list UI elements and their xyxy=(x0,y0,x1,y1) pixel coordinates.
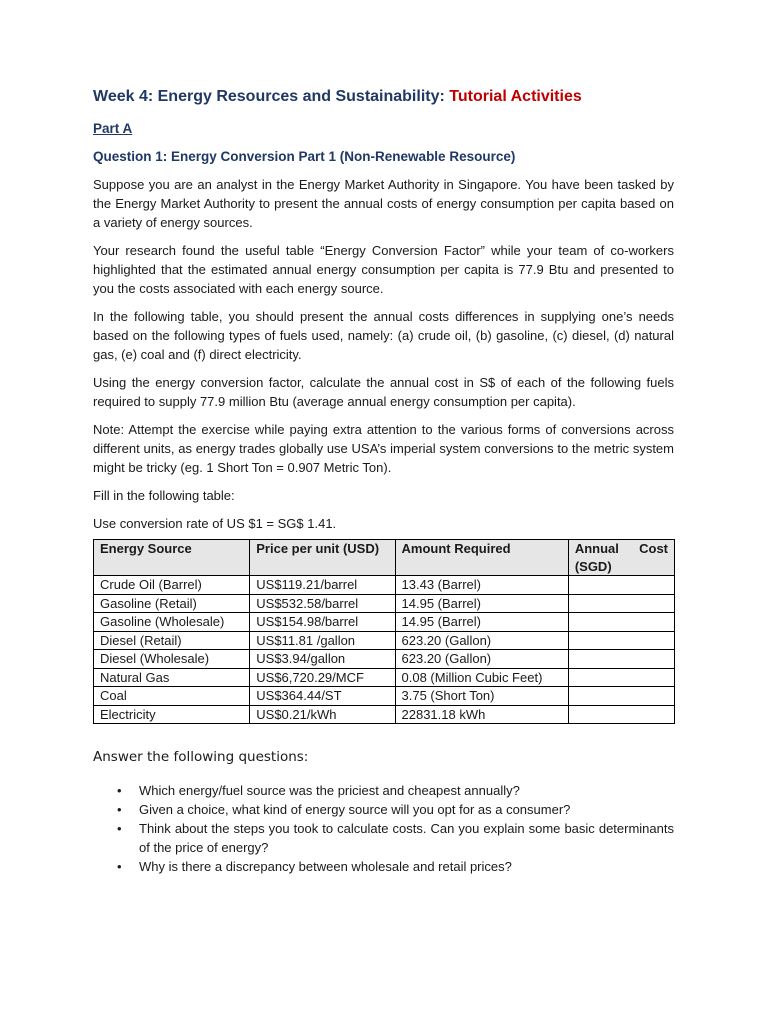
title-accent: Tutorial Activities xyxy=(449,88,582,105)
cell-price: US$3.94/gallon xyxy=(250,650,395,669)
cell-amount: 3.75 (Short Ton) xyxy=(395,687,568,706)
paragraph-note: Note: Attempt the exercise while paying extra attention to the various forms of conversions across different units, as energy trades globally use USA’s imperial system conversions to the metric system might be tricky (eg. 1 Short Ton = 0.907 Metric Ton). xyxy=(93,422,674,475)
question-text: Given a choice, what kind of energy source will you opt for as a consumer? xyxy=(139,802,571,817)
table-row xyxy=(94,631,675,650)
table-row xyxy=(94,594,675,613)
cell-cost[interactable] xyxy=(568,668,674,687)
cell-amount: 14.95 (Barrel) xyxy=(395,594,568,613)
cell-price: US$0.21/kWh xyxy=(250,705,395,724)
table-row xyxy=(94,687,675,706)
question-text: Which energy/fuel source was the priciest and cheapest annually? xyxy=(139,783,520,798)
header-cost-unit: (SGD) xyxy=(574,558,612,574)
cell-amount: 13.43 (Barrel) xyxy=(395,576,568,595)
answer-heading: Answer the following questions: xyxy=(93,749,309,765)
cell-price: US$532.58/barrel xyxy=(250,594,395,613)
page-title xyxy=(93,86,674,108)
title-main: Week 4: Energy Resources and Sustainability: xyxy=(93,88,445,105)
header-cost-word1: Annual xyxy=(574,541,619,556)
cell-price: US$11.81 /gallon xyxy=(250,631,395,650)
cell-cost[interactable] xyxy=(568,650,674,669)
cell-cost[interactable] xyxy=(568,687,674,706)
bullet-icon: • xyxy=(117,802,122,817)
list-item xyxy=(93,800,674,819)
paragraph-instructions: In the following table, you should present the annual costs differences in supplying one’s needs based on the following types of fuels used, namely: (a) crude oil, (b) gasoline, (c) diesel, (d) natural gas, (e) coal and (f) direct electricity. xyxy=(93,309,674,362)
cell-cost[interactable] xyxy=(568,631,674,650)
paragraph-rate: Use conversion rate of US $1 = SG$ 1.41. xyxy=(93,516,337,531)
cell-price: US$364.44/ST xyxy=(250,687,395,706)
cell-source: Coal xyxy=(94,687,250,706)
list-item xyxy=(93,781,674,800)
paragraph-conversion: Using the energy conversion factor, calculate the annual cost in S$ of each of the following fuels required to supply 77.9 million Btu (average annual energy consumption per capita). xyxy=(93,375,674,409)
cell-cost[interactable] xyxy=(568,613,674,632)
cell-amount: 623.20 (Gallon) xyxy=(395,631,568,650)
header-energy-source: Energy Source xyxy=(94,540,250,576)
table-row xyxy=(94,576,675,595)
cell-price: US$119.21/barrel xyxy=(250,576,395,595)
paragraph-research: Your research found the useful table “Energy Conversion Factor” while your team of co-workers highlighted that the estimated annual energy consumption per capita is 77.9 Btu and presented to you the costs associated with each energy source. xyxy=(93,243,674,296)
cell-source: Diesel (Retail) xyxy=(94,631,250,650)
table-row xyxy=(94,668,675,687)
bullet-icon: • xyxy=(117,783,122,798)
header-cost-word2: Cost xyxy=(639,541,668,556)
paragraph-fill: Fill in the following table: xyxy=(93,488,235,503)
cell-source: Natural Gas xyxy=(94,668,250,687)
energy-table xyxy=(93,539,675,724)
cell-amount: 0.08 (Million Cubic Feet) xyxy=(395,668,568,687)
bullet-icon: • xyxy=(117,821,122,836)
cell-source: Gasoline (Retail) xyxy=(94,594,250,613)
cell-price: US$6,720.29/MCF xyxy=(250,668,395,687)
cell-source: Electricity xyxy=(94,705,250,724)
table-row xyxy=(94,705,675,724)
question-text: Think about the steps you took to calculate costs. Can you explain some basic determinants of the price of energy? xyxy=(139,821,674,855)
header-price: Price per unit (USD) xyxy=(250,540,395,576)
bullet-icon: • xyxy=(117,859,122,874)
cell-source: Gasoline (Wholesale) xyxy=(94,613,250,632)
header-annual-cost xyxy=(568,540,674,576)
cell-amount: 14.95 (Barrel) xyxy=(395,613,568,632)
question-list xyxy=(93,781,674,876)
cell-source: Crude Oil (Barrel) xyxy=(94,576,250,595)
list-item xyxy=(93,857,674,876)
question-heading: Question 1: Energy Conversion Part 1 (Non-Renewable Resource) xyxy=(93,149,516,164)
cell-cost[interactable] xyxy=(568,705,674,724)
cell-amount: 22831.18 kWh xyxy=(395,705,568,724)
paragraph-intro: Suppose you are an analyst in the Energy Market Authority in Singapore. You have been tasked by the Energy Market Authority to present the annual costs of energy consumption per capita based on a variety of energy sources. xyxy=(93,177,674,230)
cell-cost[interactable] xyxy=(568,594,674,613)
part-heading: Part A xyxy=(93,121,133,136)
cell-amount: 623.20 (Gallon) xyxy=(395,650,568,669)
table-row xyxy=(94,613,675,632)
question-text: Why is there a discrepancy between wholesale and retail prices? xyxy=(139,859,512,874)
cell-cost[interactable] xyxy=(568,576,674,595)
cell-source: Diesel (Wholesale) xyxy=(94,650,250,669)
header-amount: Amount Required xyxy=(395,540,568,576)
table-header-row xyxy=(94,540,675,576)
cell-price: US$154.98/barrel xyxy=(250,613,395,632)
list-item xyxy=(93,819,674,857)
table-row xyxy=(94,650,675,669)
